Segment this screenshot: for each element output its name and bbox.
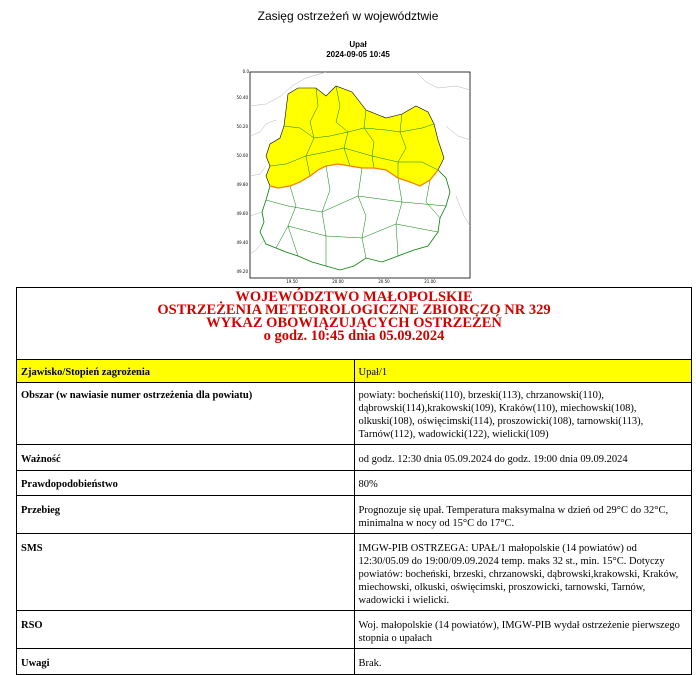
row-value: Woj. małopolskie (14 powiatów), IMGW-PIB wydał ostrzeżenie pierwszego stopnia o upałach: [354, 611, 692, 649]
row-value: Upał/1: [354, 360, 692, 383]
row-value: Brak.: [354, 649, 692, 675]
map-title-datetime: 2024-09-05 10:45: [326, 50, 390, 59]
y-tick: 50.40: [236, 95, 248, 100]
map-title-phenomenon: Upał: [349, 40, 367, 49]
x-tick: 20.50: [378, 279, 390, 284]
y-tick: 49.80: [236, 182, 248, 187]
row-area: [17, 383, 692, 445]
row-notes: [17, 649, 692, 675]
page-title: Zasięg ostrzeżeń w województwie: [257, 9, 439, 23]
row-label: RSO: [17, 611, 355, 649]
warning-header-row: [17, 288, 692, 360]
y-tick: 49.40: [236, 240, 248, 245]
header-list-title: WYKAZ OBOWIĄZUJĄCYCH OSTRZEŻEŃ: [206, 315, 502, 331]
x-axis-ticks: [286, 279, 436, 284]
row-label: Obszar (w nawiasie numer ostrzeżenia dla powiatu): [17, 383, 355, 445]
header-warning-number: OSTRZEŻENIA METEOROLOGICZNE ZBIORCZO NR 329: [157, 302, 551, 318]
x-tick: 19.50: [286, 279, 298, 284]
warning-map: [226, 66, 476, 288]
x-tick: 20.00: [332, 279, 344, 284]
row-label: Prawdopodobieństwo: [17, 471, 355, 496]
row-label: Uwagi: [17, 649, 355, 675]
y-tick: 49.60: [236, 211, 248, 216]
y-tick: 50.20: [236, 124, 248, 129]
row-course: [17, 496, 692, 534]
warning-table: [16, 287, 692, 675]
y-tick-corner: 0.0: [242, 69, 249, 74]
y-tick: 49.20: [236, 269, 248, 274]
row-value: 80%: [354, 471, 692, 496]
row-sms: [17, 534, 692, 611]
warning-header: [17, 288, 692, 360]
row-label: Ważność: [17, 445, 355, 471]
row-value: od godz. 12:30 dnia 05.09.2024 do godz. 19:00 dnia 09.09.2024: [354, 445, 692, 471]
row-label: Przebieg: [17, 496, 355, 534]
row-label: Zjawisko/Stopień zagrożenia: [17, 360, 355, 383]
row-label: SMS: [17, 534, 355, 611]
row-phenomenon: [17, 360, 692, 383]
row-rso: [17, 611, 692, 649]
row-value: powiaty: bocheński(110), brzeski(113), chrzanowski(110), dąbrowski(114),krakowski(109), Kraków(110), miechowski(108), olkuski(108), oświęcimski(114), proszowicki(108), tarnowski(113), Tarnów(112), wadowicki(122), wielicki(109): [354, 383, 692, 445]
header-voivodeship: WOJEWÓDZTWO MAŁOPOLSKIE: [235, 289, 473, 305]
row-probability: [17, 471, 692, 496]
y-axis-ticks: [237, 69, 250, 274]
x-tick: 21.00: [424, 279, 436, 284]
row-validity: [17, 445, 692, 471]
y-tick: 50.00: [236, 153, 248, 158]
row-value: Prognozuje się upał. Temperatura maksymalna w dzień od 29°C do 32°C, minimalna w nocy od 15°C do 17°C.: [354, 496, 692, 534]
header-datetime: o godz. 10:45 dnia 05.09.2024: [263, 328, 445, 344]
row-value: IMGW-PIB OSTRZEGA: UPAŁ/1 małopolskie (14 powiatów) od 12:30/05.09 do 19:00/09.09.2024 temp. maks 32 st., min. 15°C. Dotyczy powiatów: bocheński, brzeski, chrzanowski, dąbrowski,krakowski, Kraków, miechowski, olkuski, oświęcimski, proszowicki, tarnowski, Tarnów, wadowicki i wielicki.: [354, 534, 692, 611]
